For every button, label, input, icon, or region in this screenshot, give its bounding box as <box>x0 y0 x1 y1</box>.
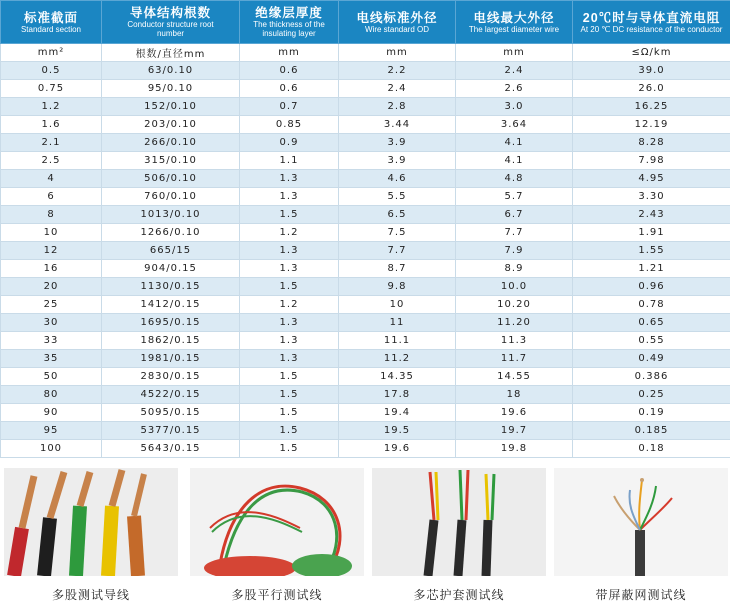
table-cell: 7.98 <box>573 152 730 170</box>
table-cell: 8.9 <box>456 260 573 278</box>
table-cell: 19.8 <box>456 440 573 458</box>
table-cell: 26.0 <box>573 80 730 98</box>
table-cell: 0.6 <box>240 62 339 80</box>
table-cell: 0.49 <box>573 350 730 368</box>
table-cell: 11 <box>339 314 456 332</box>
table-cell: 0.386 <box>573 368 730 386</box>
table-cell: 1412/0.15 <box>102 296 240 314</box>
table-cell: 6.7 <box>456 206 573 224</box>
table-row <box>1 80 730 98</box>
table-cell: 0.185 <box>573 422 730 440</box>
table-cell: 3.9 <box>339 134 456 152</box>
table-cell: 14.55 <box>456 368 573 386</box>
table-cell: 3.64 <box>456 116 573 134</box>
table-cell: 16.25 <box>573 98 730 116</box>
table-cell: 1.3 <box>240 170 339 188</box>
table-cell: 0.96 <box>573 278 730 296</box>
table-body <box>1 44 730 458</box>
header-wire-standard-od: 电线标准外径 Wire standard OD <box>339 1 456 44</box>
table-cell: 19.6 <box>456 404 573 422</box>
table-cell: 2.1 <box>1 134 102 152</box>
table-cell: 2.43 <box>573 206 730 224</box>
multi-strand-wire-photo-icon <box>4 468 178 576</box>
header-standard-section: 标准截面 Standard section <box>1 1 102 44</box>
table-cell: 35 <box>1 350 102 368</box>
table-cell: 0.55 <box>573 332 730 350</box>
unit-cell: mm <box>456 44 573 62</box>
table-cell: 30 <box>1 314 102 332</box>
table-cell: 11.7 <box>456 350 573 368</box>
table-cell: 0.25 <box>573 386 730 404</box>
table-cell: 5.7 <box>456 188 573 206</box>
table-cell: 5643/0.15 <box>102 440 240 458</box>
shielded-wire-photo-icon <box>554 468 728 576</box>
table-row <box>1 440 730 458</box>
header-wire-max-od: 电线最大外径 The largest diameter wire <box>456 1 573 44</box>
table-row <box>1 206 730 224</box>
unit-cell: mm <box>240 44 339 62</box>
table-cell: 1.3 <box>240 350 339 368</box>
table-cell: 12.19 <box>573 116 730 134</box>
table-row <box>1 242 730 260</box>
table-cell: 14.35 <box>339 368 456 386</box>
photo-caption: 带屏蔽网测试线 <box>595 588 687 602</box>
table-cell: 6.5 <box>339 206 456 224</box>
table-cell: 3.30 <box>573 188 730 206</box>
table-cell: 1862/0.15 <box>102 332 240 350</box>
table-cell: 1.3 <box>240 332 339 350</box>
photo-card <box>372 468 546 603</box>
unit-cell: mm <box>339 44 456 62</box>
table-row <box>1 278 730 296</box>
table-cell: 1.5 <box>240 368 339 386</box>
table-cell: 63/0.10 <box>102 62 240 80</box>
table-cell: 203/0.10 <box>102 116 240 134</box>
table-cell: 0.7 <box>240 98 339 116</box>
table-cell: 2830/0.15 <box>102 368 240 386</box>
table-cell: 18 <box>456 386 573 404</box>
table-cell: 20 <box>1 278 102 296</box>
photo-card <box>4 468 178 603</box>
table-cell: 1.2 <box>240 296 339 314</box>
table-cell: 1.5 <box>240 386 339 404</box>
table-cell: 7.9 <box>456 242 573 260</box>
parallel-wire-photo-icon <box>190 468 364 576</box>
table-cell: 80 <box>1 386 102 404</box>
table-cell: 19.5 <box>339 422 456 440</box>
table-cell: 4.95 <box>573 170 730 188</box>
table-row <box>1 332 730 350</box>
table-cell: 39.0 <box>573 62 730 80</box>
table-cell: 6 <box>1 188 102 206</box>
table-row <box>1 350 730 368</box>
table-cell: 95/0.10 <box>102 80 240 98</box>
table-row <box>1 314 730 332</box>
table-cell: 1.6 <box>1 116 102 134</box>
table-cell: 0.65 <box>573 314 730 332</box>
table-cell: 16 <box>1 260 102 278</box>
table-cell: 17.8 <box>339 386 456 404</box>
table-cell: 904/0.15 <box>102 260 240 278</box>
table-cell: 19.4 <box>339 404 456 422</box>
table-cell: 50 <box>1 368 102 386</box>
table-cell: 1.3 <box>240 314 339 332</box>
multicore-sheathed-wire-photo-icon <box>372 468 546 576</box>
table-cell: 1.5 <box>240 440 339 458</box>
table-cell: 1.1 <box>240 152 339 170</box>
table-cell: 4.1 <box>456 152 573 170</box>
table-cell: 315/0.10 <box>102 152 240 170</box>
unit-cell: mm² <box>1 44 102 62</box>
table-cell: 7.7 <box>456 224 573 242</box>
table-cell: 0.78 <box>573 296 730 314</box>
table-cell: 2.8 <box>339 98 456 116</box>
table-cell: 3.9 <box>339 152 456 170</box>
table-cell: 0.9 <box>240 134 339 152</box>
table-cell: 4522/0.15 <box>102 386 240 404</box>
table-cell: 11.2 <box>339 350 456 368</box>
table-cell: 12 <box>1 242 102 260</box>
table-cell: 1.5 <box>240 206 339 224</box>
table-cell: 0.75 <box>1 80 102 98</box>
table-cell: 0.85 <box>240 116 339 134</box>
table-cell: 665/15 <box>102 242 240 260</box>
table-cell: 1266/0.10 <box>102 224 240 242</box>
table-cell: 2.2 <box>339 62 456 80</box>
photo-card <box>190 468 364 603</box>
table-cell: 1.3 <box>240 260 339 278</box>
table-cell: 10 <box>339 296 456 314</box>
table-row <box>1 188 730 206</box>
table-cell: 1.3 <box>240 242 339 260</box>
table-row <box>1 296 730 314</box>
table-row <box>1 260 730 278</box>
table-cell: 0.19 <box>573 404 730 422</box>
table-cell: 1013/0.10 <box>102 206 240 224</box>
table-cell: 3.44 <box>339 116 456 134</box>
table-cell: 1.3 <box>240 188 339 206</box>
table-cell: 1.5 <box>240 404 339 422</box>
table-cell: 8 <box>1 206 102 224</box>
table-cell: 0.5 <box>1 62 102 80</box>
table-cell: 1.91 <box>573 224 730 242</box>
table-cell: 5.5 <box>339 188 456 206</box>
table-row <box>1 116 730 134</box>
table-cell: 90 <box>1 404 102 422</box>
table-cell: 95 <box>1 422 102 440</box>
table-row <box>1 404 730 422</box>
table-cell: 3.0 <box>456 98 573 116</box>
table-cell: 10.20 <box>456 296 573 314</box>
table-cell: 2.5 <box>1 152 102 170</box>
table-cell: 1.21 <box>573 260 730 278</box>
photo-caption: 多股平行测试线 <box>231 588 323 602</box>
table-cell: 5095/0.15 <box>102 404 240 422</box>
table-cell: 19.6 <box>339 440 456 458</box>
units-row <box>1 44 730 62</box>
photo-caption: 多股测试导线 <box>51 588 130 602</box>
header-insulation-thickness: 绝缘层厚度 The thickness of the insulating layer <box>240 1 339 44</box>
table-cell: 10.0 <box>456 278 573 296</box>
photo-card <box>554 468 728 603</box>
table-cell: 19.7 <box>456 422 573 440</box>
table-cell: 100 <box>1 440 102 458</box>
table-cell: 7.7 <box>339 242 456 260</box>
table-cell: 1695/0.15 <box>102 314 240 332</box>
product-photos <box>0 468 730 608</box>
table-cell: 11.1 <box>339 332 456 350</box>
table-cell: 266/0.10 <box>102 134 240 152</box>
table-row <box>1 62 730 80</box>
table-cell: 9.8 <box>339 278 456 296</box>
table-row <box>1 422 730 440</box>
table-cell: 4 <box>1 170 102 188</box>
table-cell: 10 <box>1 224 102 242</box>
table-cell: 8.28 <box>573 134 730 152</box>
table-cell: 33 <box>1 332 102 350</box>
table-row <box>1 134 730 152</box>
unit-cell: ≤Ω/km <box>573 44 730 62</box>
table-cell: 25 <box>1 296 102 314</box>
table-cell: 1981/0.15 <box>102 350 240 368</box>
table-cell: 2.4 <box>339 80 456 98</box>
table-row <box>1 152 730 170</box>
table-cell: 11.20 <box>456 314 573 332</box>
photo-caption: 多芯护套测试线 <box>413 588 505 602</box>
table-cell: 1.55 <box>573 242 730 260</box>
table-cell: 1.5 <box>240 278 339 296</box>
header-dc-resistance: 20℃时与导体直流电阻 At 20 ℃ DC resistance of the conductor <box>573 1 730 44</box>
table-cell: 0.6 <box>240 80 339 98</box>
table-cell: 1130/0.15 <box>102 278 240 296</box>
table-cell: 2.4 <box>456 62 573 80</box>
table-cell: 4.1 <box>456 134 573 152</box>
table-cell: 2.6 <box>456 80 573 98</box>
table-cell: 11.3 <box>456 332 573 350</box>
table-header-row <box>1 1 730 44</box>
table-cell: 506/0.10 <box>102 170 240 188</box>
table-row <box>1 224 730 242</box>
unit-cell: 根数/直径mm <box>102 44 240 62</box>
table-cell: 760/0.10 <box>102 188 240 206</box>
table-row <box>1 98 730 116</box>
table-cell: 7.5 <box>339 224 456 242</box>
table-cell: 8.7 <box>339 260 456 278</box>
table-row <box>1 170 730 188</box>
table-cell: 4.8 <box>456 170 573 188</box>
table-cell: 1.2 <box>240 224 339 242</box>
table-cell: 0.18 <box>573 440 730 458</box>
table-cell: 152/0.10 <box>102 98 240 116</box>
table-cell: 5377/0.15 <box>102 422 240 440</box>
table-cell: 4.6 <box>339 170 456 188</box>
table-cell: 1.2 <box>1 98 102 116</box>
table-row <box>1 386 730 404</box>
table-cell: 1.5 <box>240 422 339 440</box>
header-conductor-structure: 导体结构根数 Conductor structure root number <box>102 1 240 44</box>
table-row <box>1 368 730 386</box>
